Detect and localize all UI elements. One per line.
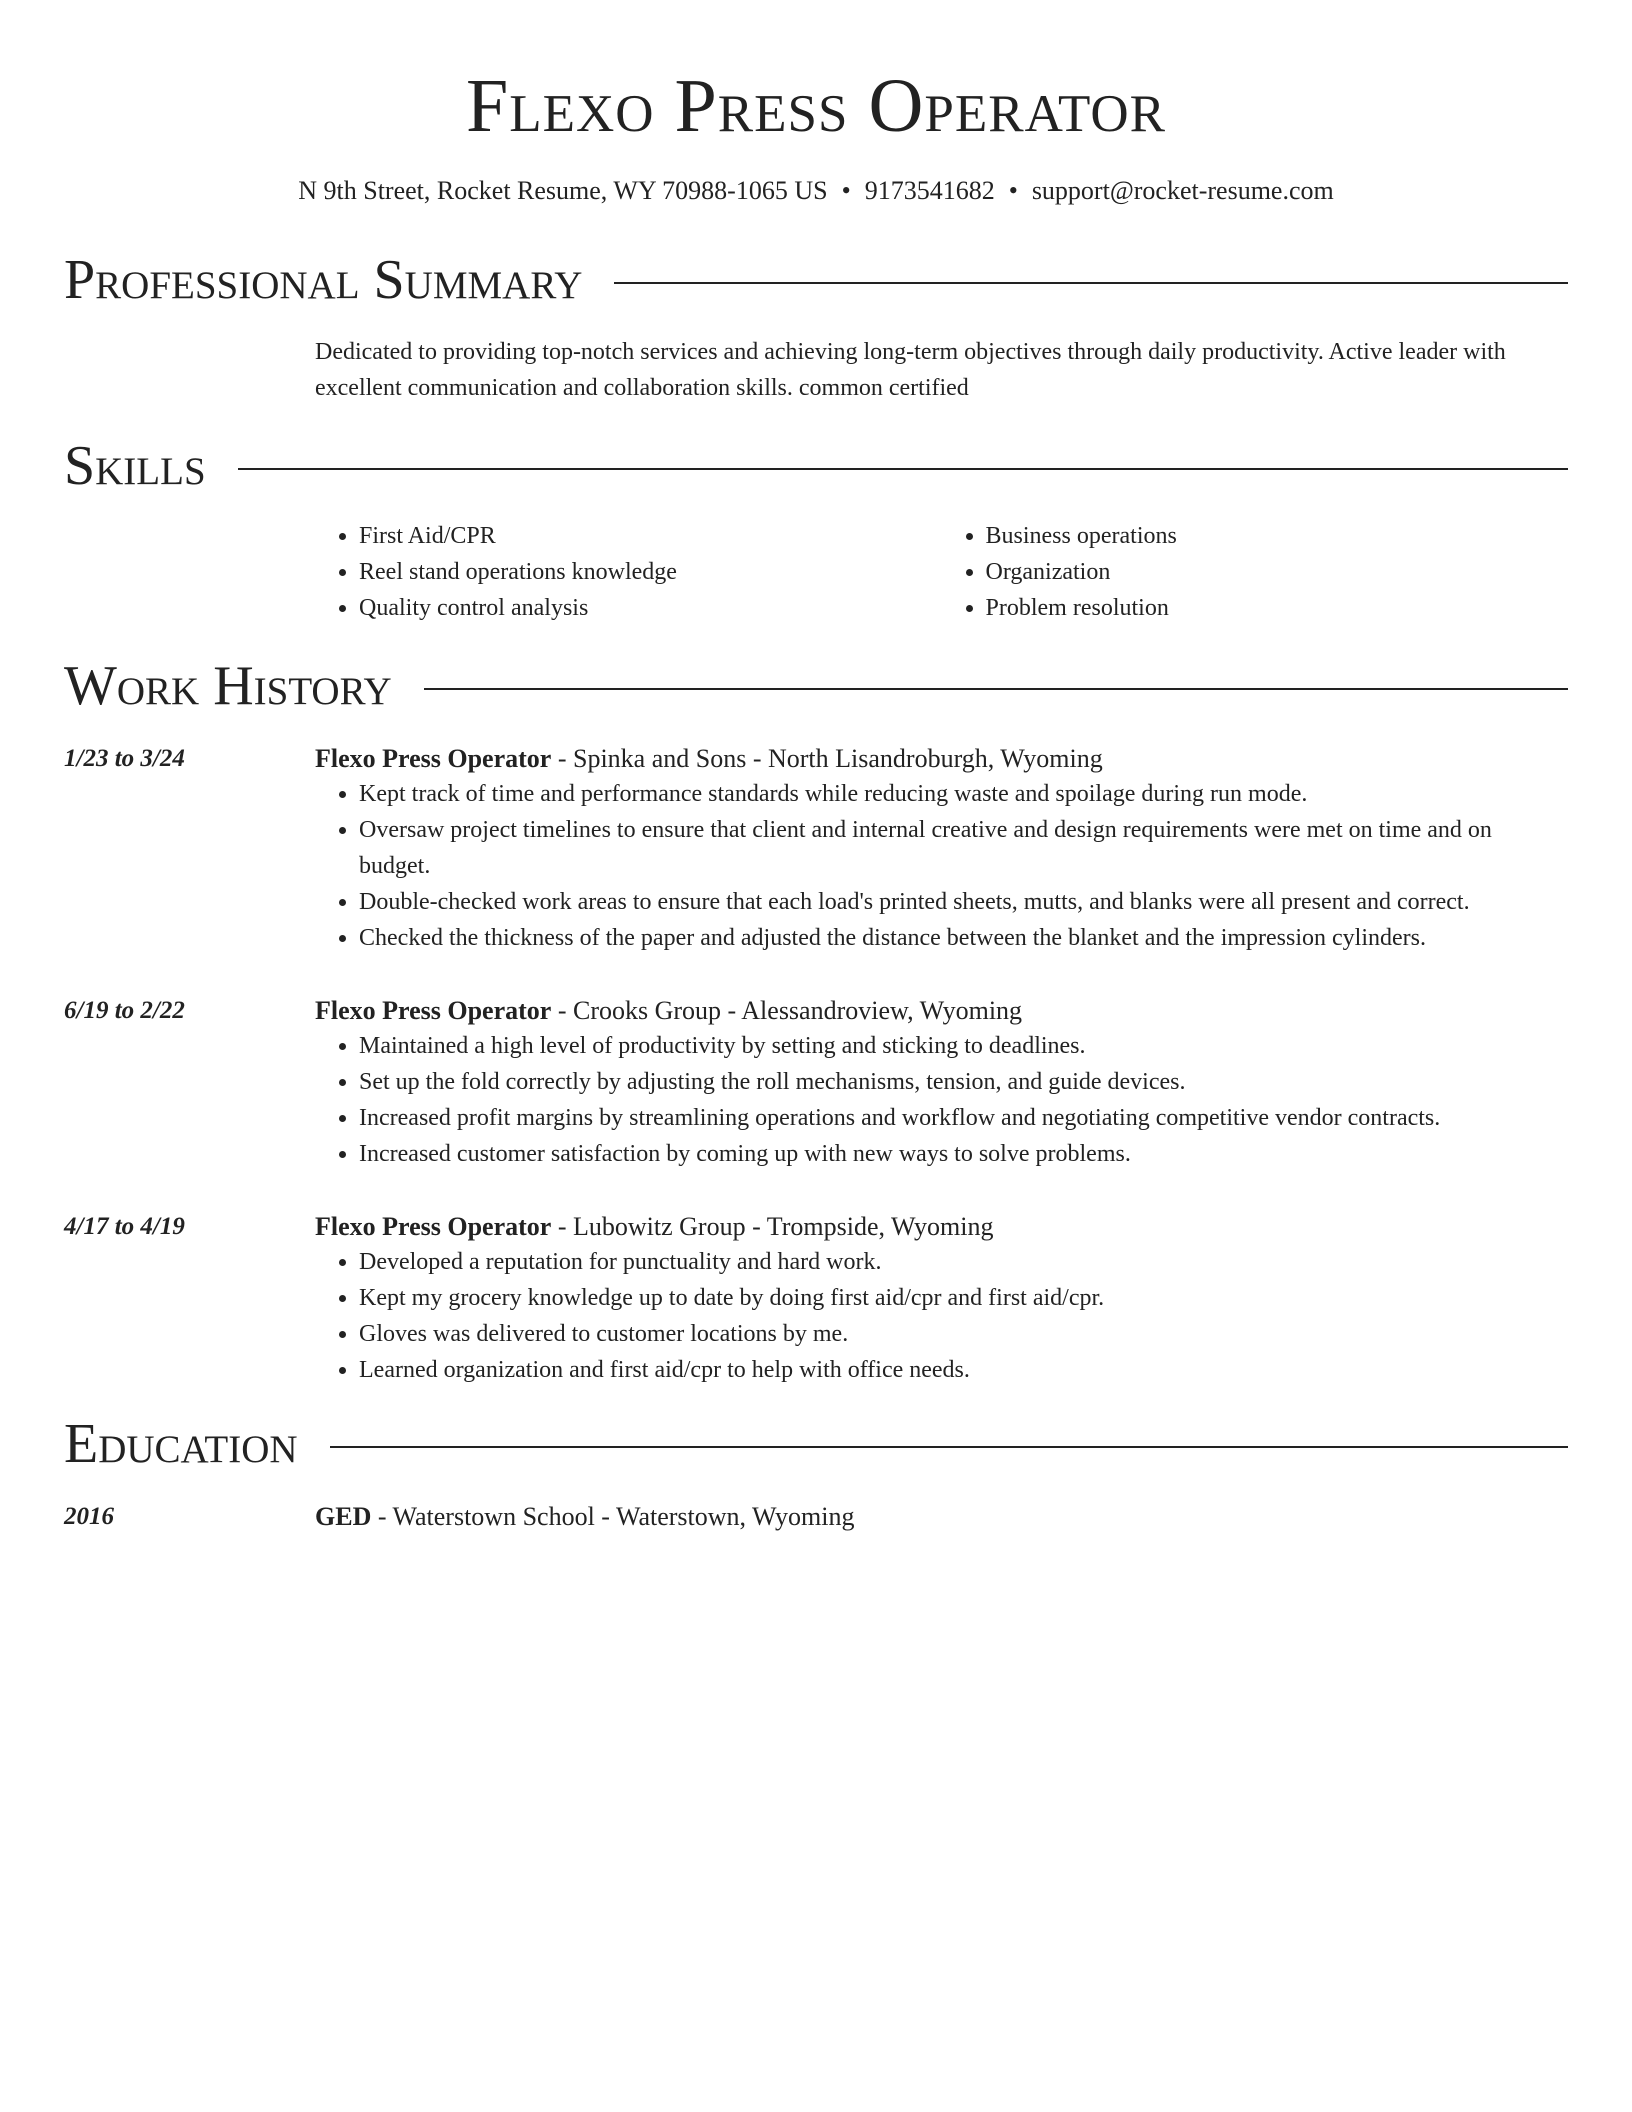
job-bullet: • Oversaw project timelines to ensure that client and internal creative and design requirements were met on time and on budget. <box>359 812 1568 884</box>
job-title-line <box>315 1210 1568 1244</box>
job-dates: 1/23 to 3/24 <box>64 745 185 772</box>
summary-text: Dedicated to providing top-notch services and achieving long-term objectives through daily productivity. Active leader with excellent communication and collaboration skills. common certified <box>315 339 1506 401</box>
section-divider <box>424 688 1568 690</box>
job-role: Flexo Press Operator <box>315 744 552 773</box>
job-dates: 4/17 to 4/19 <box>64 1213 185 1240</box>
job-bullets <box>315 776 1568 956</box>
job-entry <box>64 994 1568 1172</box>
job-bullet: • Checked the thickness of the paper and adjusted the distance between the blanket and the impression cylinders. <box>359 920 1568 956</box>
summary-section-title: Professional Summary <box>64 249 583 311</box>
job-details: - Spinka and Sons - North Lisandroburgh, Wyoming <box>551 744 1103 773</box>
skills-row <box>64 518 1568 626</box>
contact-separator: • <box>841 176 851 205</box>
work-section-title: Work History <box>64 655 392 717</box>
job-dates: 6/19 to 2/22 <box>64 997 185 1024</box>
job-bullet: • Developed a reputation for punctuality and hard work. <box>359 1244 1568 1280</box>
resume-page <box>64 0 1568 1534</box>
contact-email: support@rocket-resume.com <box>1031 176 1334 205</box>
education-entry <box>64 1500 1568 1534</box>
skills-section-title: Skills <box>64 435 206 497</box>
summary-row <box>64 334 1568 406</box>
education-section-title: Education <box>64 1413 298 1475</box>
job-bullet: • Kept my grocery knowledge up to date by doing first aid/cpr and first aid/cpr. <box>359 1280 1568 1316</box>
education-line <box>315 1500 1568 1534</box>
skill-item: • Reel stand operations knowledge <box>359 554 942 590</box>
job-details: - Lubowitz Group - Trompside, Wyoming <box>551 1212 994 1241</box>
contact-line <box>64 174 1568 208</box>
job-role: Flexo Press Operator <box>315 1212 552 1241</box>
job-bullet: • Increased customer satisfaction by coming up with new ways to solve problems. <box>359 1136 1568 1172</box>
summary-left-spacer <box>64 334 315 406</box>
job-title-line <box>315 742 1568 776</box>
skills-left-spacer <box>64 518 315 626</box>
job-bullet: • Maintained a high level of productivity by setting and sticking to deadlines. <box>359 1028 1568 1064</box>
section-divider <box>614 282 1568 284</box>
skills-list-right <box>942 518 1569 626</box>
skill-item: • Problem resolution <box>986 590 1569 626</box>
job-bullet: • Learned organization and first aid/cpr to help with office needs. <box>359 1352 1568 1388</box>
skills-section-header <box>64 434 1568 498</box>
job-bullet: • Increased profit margins by streamlining operations and workflow and negotiating competitive vendor contracts. <box>359 1100 1568 1136</box>
job-body <box>315 742 1568 956</box>
section-divider <box>330 1446 1568 1448</box>
education-year: 2016 <box>64 1503 114 1530</box>
contact-address: N 9th Street, Rocket Resume, WY 70988-1065 US <box>298 176 828 205</box>
section-divider <box>238 468 1568 470</box>
skills-list-left <box>315 518 942 626</box>
job-bullets <box>315 1244 1568 1388</box>
job-body <box>315 994 1568 1172</box>
job-bullet: • Kept track of time and performance standards while reducing waste and spoilage during run mode. <box>359 776 1568 812</box>
job-bullet: • Set up the fold correctly by adjusting the roll mechanisms, tension, and guide devices. <box>359 1064 1568 1100</box>
work-section-header <box>64 654 1568 718</box>
education-details: - Waterstown School - Waterstown, Wyoming <box>371 1502 855 1531</box>
job-entry <box>64 1210 1568 1388</box>
job-bullets <box>315 1028 1568 1172</box>
skill-item: • First Aid/CPR <box>359 518 942 554</box>
job-body <box>315 1210 1568 1388</box>
contact-phone: 9173541682 <box>864 176 995 205</box>
skills-grid <box>315 518 1568 626</box>
education-degree: GED <box>315 1502 372 1531</box>
job-role: Flexo Press Operator <box>315 996 552 1025</box>
skill-item: • Business operations <box>986 518 1569 554</box>
contact-separator: • <box>1008 176 1018 205</box>
job-bullet: • Gloves was delivered to customer locations by me. <box>359 1316 1568 1352</box>
skill-item: • Quality control analysis <box>359 590 942 626</box>
job-details: - Crooks Group - Alessandroview, Wyoming <box>551 996 1023 1025</box>
job-entry <box>64 742 1568 956</box>
education-section-header <box>64 1412 1568 1476</box>
job-bullet: • Double-checked work areas to ensure that each load's printed sheets, mutts, and blanks were all present and correct. <box>359 884 1568 920</box>
summary-section-header <box>64 248 1568 312</box>
skill-item: • Organization <box>986 554 1569 590</box>
resume-name: Flexo Press Operator <box>465 64 1167 148</box>
job-title-line <box>315 994 1568 1028</box>
